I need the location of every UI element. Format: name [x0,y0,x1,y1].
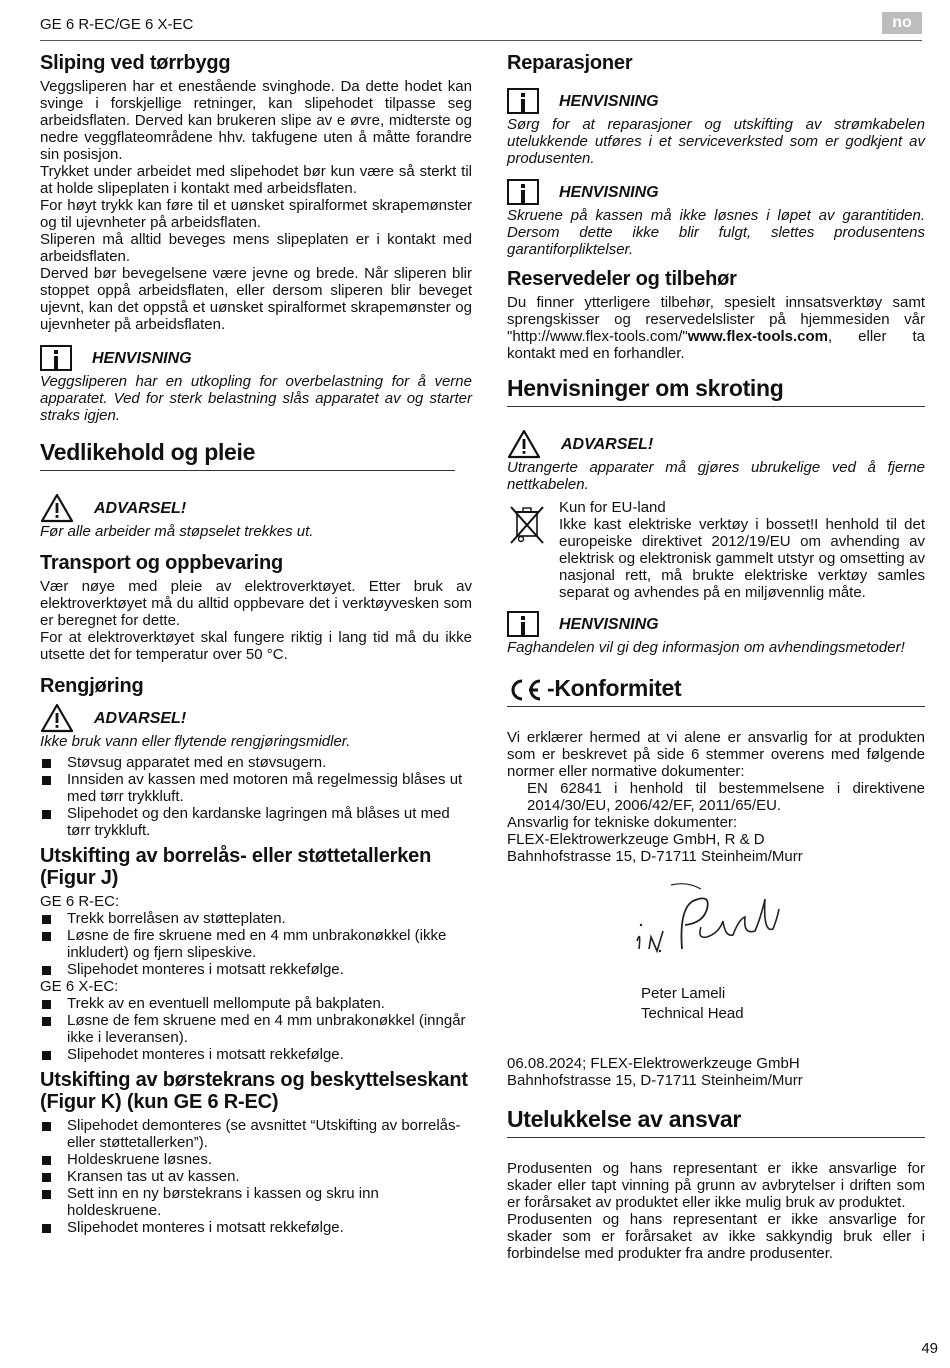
list-item: Løsne de fem skruene med en 4 mm unbrakonøkkel (inngår ikke i leveransen). [40,1012,472,1046]
notice-text: Veggsliperen har en utkopling for overbelastning for å verne apparatet. Ved for sterk belastning slås apparatet av og starter straks igjen. [40,373,472,424]
info-icon [40,345,72,371]
warning-text: Utrangerte apparater må gjøres ubrukelige ved å fjerne nettkabelen. [507,459,925,493]
warning-title: ADVARSEL! [94,709,187,727]
notice-text: Skruene på kassen må ikke løsnes i løpet av garantitiden. Dersom dette ikke blir fulgt, slettes produsentens garantiforpliktelser. [507,207,925,258]
model-label: GE 6 X-EC: [40,978,119,995]
section-title-liability: Utelukkelse av ansvar [507,1105,925,1138]
warning-title: ADVARSEL! [561,435,654,453]
warning-triangle-icon [40,703,74,733]
list-item: Slipehodet demonteres (se avsnittet “Utskifting av borrelås- eller støttetallerken”). [40,1117,472,1151]
paragraph-spare-parts: Du finner ytterligere tilbehør, spesielt innsatsverktøy samt sprengskisser og reservedelslister på hjemmesiden vår "http://www.flex-tools.com/"www.flex-tools.com, eller ta kontakt med en forhandler. [507,294,925,362]
header-model: GE 6 R-EC/GE 6 X-EC [40,16,194,33]
warning-title: ADVARSEL! [94,499,187,517]
language-badge: no [882,12,922,34]
paragraph: Veggsliperen har et enestående svinghode. Da dette hodet kan svinge i forskjellige retninger, kan slipehodet tilpasse seg arbeidsflaten. Derved kan brukeren slipe av e øvre, midterste og nedre veggflateområdene hhv. takfugene uten å måtte forandre sin posisjon. [40,78,472,163]
page-header [40,14,922,41]
pad-list-r-ec [40,910,472,978]
section-title-repairs: Reparasjoner [507,52,633,74]
list-item: Løsne de fire skruene med en 4 mm unbrakonøkkel (ikke inkludert) og fjern slipeskive. [40,927,472,961]
brush-list [40,1117,472,1236]
eu-disposal-text: Ikke kast elektriske verktøy i bosset!I henhold til det europeiske direktivet 2012/19/EU om avhending av elektrisk og elektronisk gammelt utstyr og omsetting av nasjonal rett, må brukte elektriske verktøy samles separat og avhendes på en miljøvennlig måte. [559,516,925,601]
notice-overload [40,343,472,424]
section-title-brush-replacement: Utskifting av børstekrans og beskyttelseskant (Figur K) (kun GE 6 R-EC) [40,1069,468,1113]
notice-warranty [507,177,925,258]
warning-no-water [40,703,472,750]
info-icon [507,611,539,637]
paragraph: Bahnhofstrasse 15, D-71711 Steinheim/Murr [507,848,803,865]
page-number: 49 [921,1340,938,1357]
paragraph: Derved bør bevegelsene være jevne og brede. Når sliperen blir stoppet oppå arbeidsflaten, eller dersom sliperen blir beveget ujevnt, kan det oppstå et uønsket spiralformet skrapemønster og ujevnheter på arbeidsflaten. [40,265,472,333]
section-title-ce-conformity: -Konformitet [507,674,925,707]
paragraph: Trykket under arbeidet med slipehodet bør kun være så sterkt til at holde slipeplaten i kontakt med arbeidsflaten. [40,163,472,197]
eu-only-label: Kun for EU-land [559,499,666,516]
left-column [40,48,472,1236]
paragraph: For at elektroverktøyet skal fungere riktig i lang tid må du ikke utsette det for temperatur over 50 °C. [40,629,472,663]
list-item: Sett inn en ny børstekrans i kassen og skru inn holdeskruene. [40,1185,472,1219]
list-item: Slipehodet monteres i motsatt rekkefølge. [40,1046,472,1063]
paragraph: Produsenten og hans representant er ikke ansvarlige for skader eller tapt vinning på grunn av avbrytelser i driften som er forårsaket av produktet eller ikke mulig bruk av produktet. [507,1160,925,1211]
paragraph: Vi erklærer hermed at vi alene er ansvarlig for at produkten som er beskrevet på side 6 stemmer overens med følgende normer eller normative dokumenter: [507,729,925,780]
pad-list-x-ec [40,995,472,1063]
paragraph: For høyt trykk kan føre til et uønsket spiralformet skrapemønster og til ujevnheter på arbeidsflaten. [40,197,472,231]
notice-title: HENVISNING [559,615,659,633]
signatory-name: Peter Lameli [641,985,726,1002]
model-label: GE 6 R-EC: [40,893,120,910]
list-item: Slipehodet og den kardanske lagringen må blåses ut med tørr trykkluft. [40,805,472,839]
info-icon [507,179,539,205]
list-item: Trekk av en eventuell mellompute på bakplaten. [40,995,472,1012]
signature-block [507,879,925,1029]
section-title-disposal: Henvisninger om skroting [507,374,925,407]
notice-text: Faghandelen vil gi deg informasjon om avhendingsmetoder! [507,639,905,656]
section-title-dry-sanding: Sliping ved tørrbygg [40,52,231,74]
list-item: Kransen tas ut av kassen. [40,1168,472,1185]
list-item: Støvsug apparatet med en støvsugern. [40,754,472,771]
section-title-cleaning: Rengjøring [40,675,144,697]
paragraph: Vær nøye med pleie av elektroverktøyet. Etter bruk av elektroverktøyet må du alltid oppbevare det i verktøyvesken som er beregnet for dette. [40,578,472,629]
warning-disposal [507,429,925,493]
warning-triangle-icon [40,493,74,523]
paragraph: Produsenten og hans representant er ikke ansvarlige for skader som er forårsaket av ikke sakkyndig bruk eller i forbindelse med produkter fra andre produsenter. [507,1211,925,1262]
weee-block [507,499,925,601]
address-line: Bahnhofstrasse 15, D-71711 Steinheim/Murr [507,1072,803,1089]
info-icon [507,88,539,114]
notice-title: HENVISNING [559,183,659,201]
section-title-transport: Transport og oppbevaring [40,552,283,574]
list-item: Slipehodet monteres i motsatt rekkefølge. [40,961,472,978]
right-column [507,48,925,1262]
warning-triangle-icon [507,429,541,459]
list-item: Innsiden av kassen med motoren må regelmessig blåses ut med tørr trykkluft. [40,771,472,805]
section-title-spare-parts: Reservedeler og tilbehør [507,268,737,290]
paragraph: FLEX-Elektrowerkzeuge GmbH, R & D [507,831,765,848]
notice-title: HENVISNING [92,349,192,367]
notice-text: Sørg for at reparasjoner og utskifting av strømkabelen utelukkende utføres i et serviceverksted som er godkjent av produsenten. [507,116,925,167]
website-link[interactable]: www.flex-tools.com [687,328,828,345]
paragraph-standards: EN 62841 i henhold til bestemmelsene i direktivene 2014/30/EU, 2006/42/EF, 2011/65/EU. [527,780,925,814]
cleaning-list [40,754,472,839]
handwritten-signature [627,879,797,969]
paragraph: Ansvarlig for tekniske dokumenter: [507,814,738,831]
ce-mark-icon [507,678,543,702]
warning-unplug [40,493,472,540]
paragraph: Sliperen må alltid beveges mens slipeplaten er i kontakt med arbeidsflaten. [40,231,472,265]
notice-repairs [507,86,925,167]
section-title-pad-replacement: Utskifting av borrelås- eller støttetallerken (Figur J) [40,845,432,889]
crossed-out-bin-icon [507,503,547,547]
warning-text: Før alle arbeider må støpselet trekkes ut. [40,523,314,540]
signatory-title: Technical Head [641,1005,744,1022]
list-item: Slipehodet monteres i motsatt rekkefølge. [40,1219,472,1236]
date-line: 06.08.2024; FLEX-Elektrowerkzeuge GmbH [507,1055,800,1072]
notice-disposal-methods [507,609,925,656]
list-item: Trekk borrelåsen av støtteplaten. [40,910,472,927]
section-title-maintenance: Vedlikehold og pleie [40,438,455,471]
notice-title: HENVISNING [559,92,659,110]
list-item: Holdeskruene løsnes. [40,1151,472,1168]
warning-text: Ikke bruk vann eller flytende rengjøringsmidler. [40,733,351,750]
